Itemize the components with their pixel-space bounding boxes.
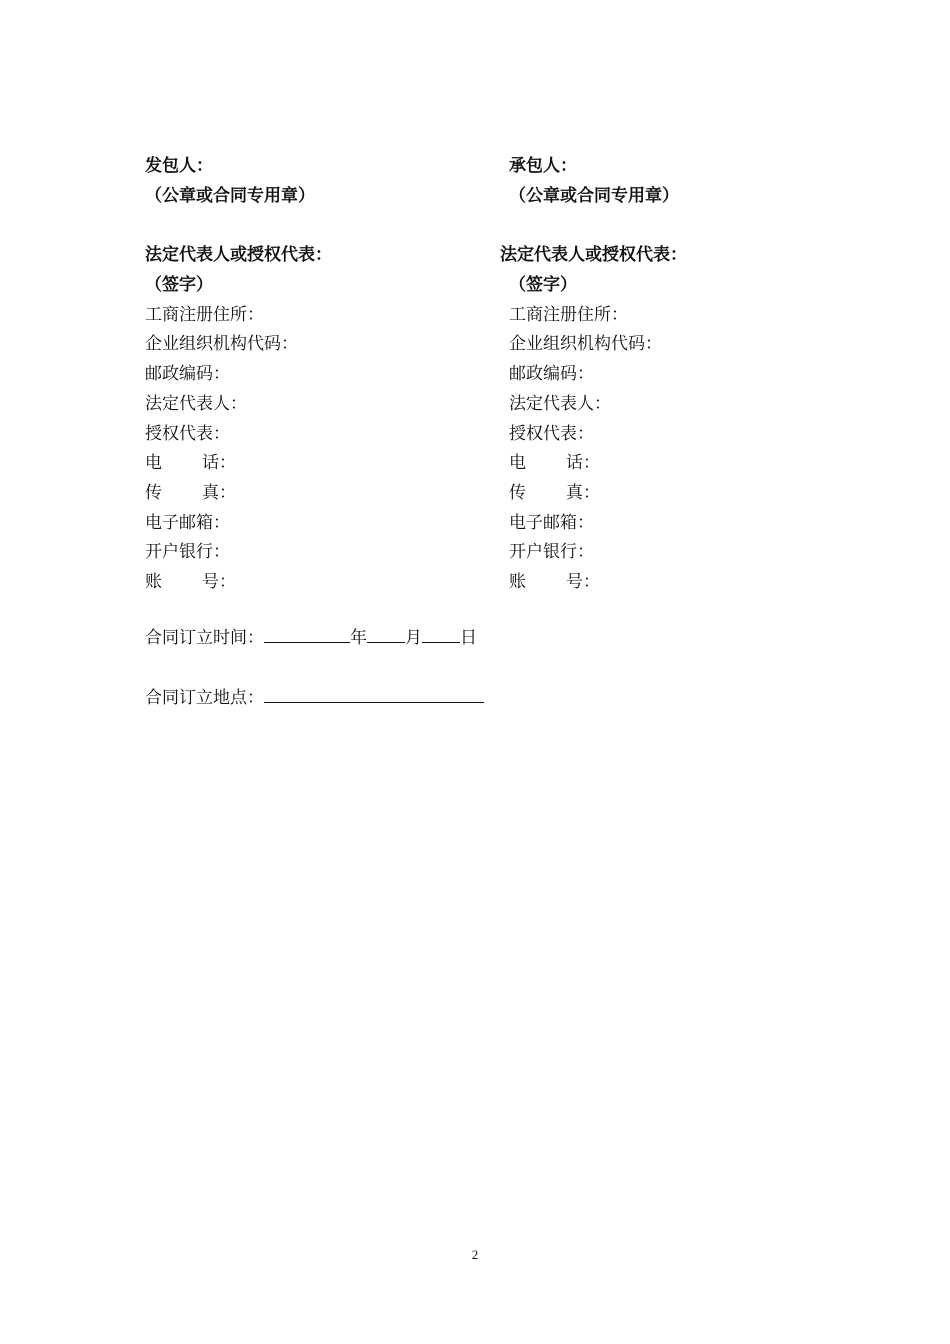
contractor-legal-rep-field: 法定代表人：	[509, 393, 611, 414]
contract-time-label: 合同订立时间：	[145, 628, 264, 648]
contractor-fax-field: 传 真：	[509, 482, 600, 503]
employer-party-label: 发包人：	[145, 156, 213, 176]
month-blank[interactable]	[367, 624, 405, 643]
employer-signature-block	[145, 152, 445, 598]
contractor-rep-label: 法定代表人或授权代表：	[500, 245, 687, 266]
employer-email-field: 电子邮箱：	[145, 512, 230, 533]
day-blank[interactable]	[422, 624, 460, 643]
contractor-address-field: 工商注册住所：	[509, 304, 628, 325]
page-number: 2	[471, 1247, 479, 1262]
employer-org-code-field: 企业组织机构代码：	[145, 334, 298, 355]
place-blank[interactable]	[264, 684, 484, 703]
contract-place-label: 合同订立地点：	[145, 688, 264, 708]
employer-legal-rep-field: 法定代表人：	[145, 393, 247, 414]
contractor-phone-field: 电 话：	[509, 453, 600, 474]
employer-sign-note: （签字）	[145, 275, 213, 296]
contractor-seal-note: （公章或合同专用章）	[509, 185, 679, 206]
contractor-auth-rep-field: 授权代表：	[509, 423, 594, 444]
employer-seal-note: （公章或合同专用章）	[145, 185, 315, 206]
employer-bank-field: 开户银行：	[145, 542, 230, 563]
contractor-signature-block	[500, 152, 800, 598]
month-label: 月	[405, 628, 422, 648]
contractor-sign-note: （签字）	[509, 275, 577, 296]
employer-rep-label: 法定代表人或授权代表：	[145, 245, 332, 266]
year-blank[interactable]	[264, 624, 350, 643]
employer-phone-field: 电 话：	[145, 453, 236, 474]
employer-address-field: 工商注册住所：	[145, 304, 264, 325]
year-label: 年	[350, 628, 367, 648]
contractor-party-label: 承包人：	[509, 156, 577, 176]
employer-fax-field: 传 真：	[145, 482, 236, 503]
contractor-account-field: 账 号：	[509, 571, 600, 592]
contractor-email-field: 电子邮箱：	[509, 512, 594, 533]
day-label: 日	[460, 628, 477, 648]
contractor-postal-field: 邮政编码：	[509, 364, 594, 385]
contractor-bank-field: 开户银行：	[509, 542, 594, 563]
contractor-org-code-field: 企业组织机构代码：	[509, 334, 662, 355]
employer-auth-rep-field: 授权代表：	[145, 423, 230, 444]
contract-place-line	[145, 684, 484, 710]
employer-postal-field: 邮政编码：	[145, 364, 230, 385]
employer-account-field: 账 号：	[145, 571, 236, 592]
contract-time-line	[145, 624, 477, 650]
